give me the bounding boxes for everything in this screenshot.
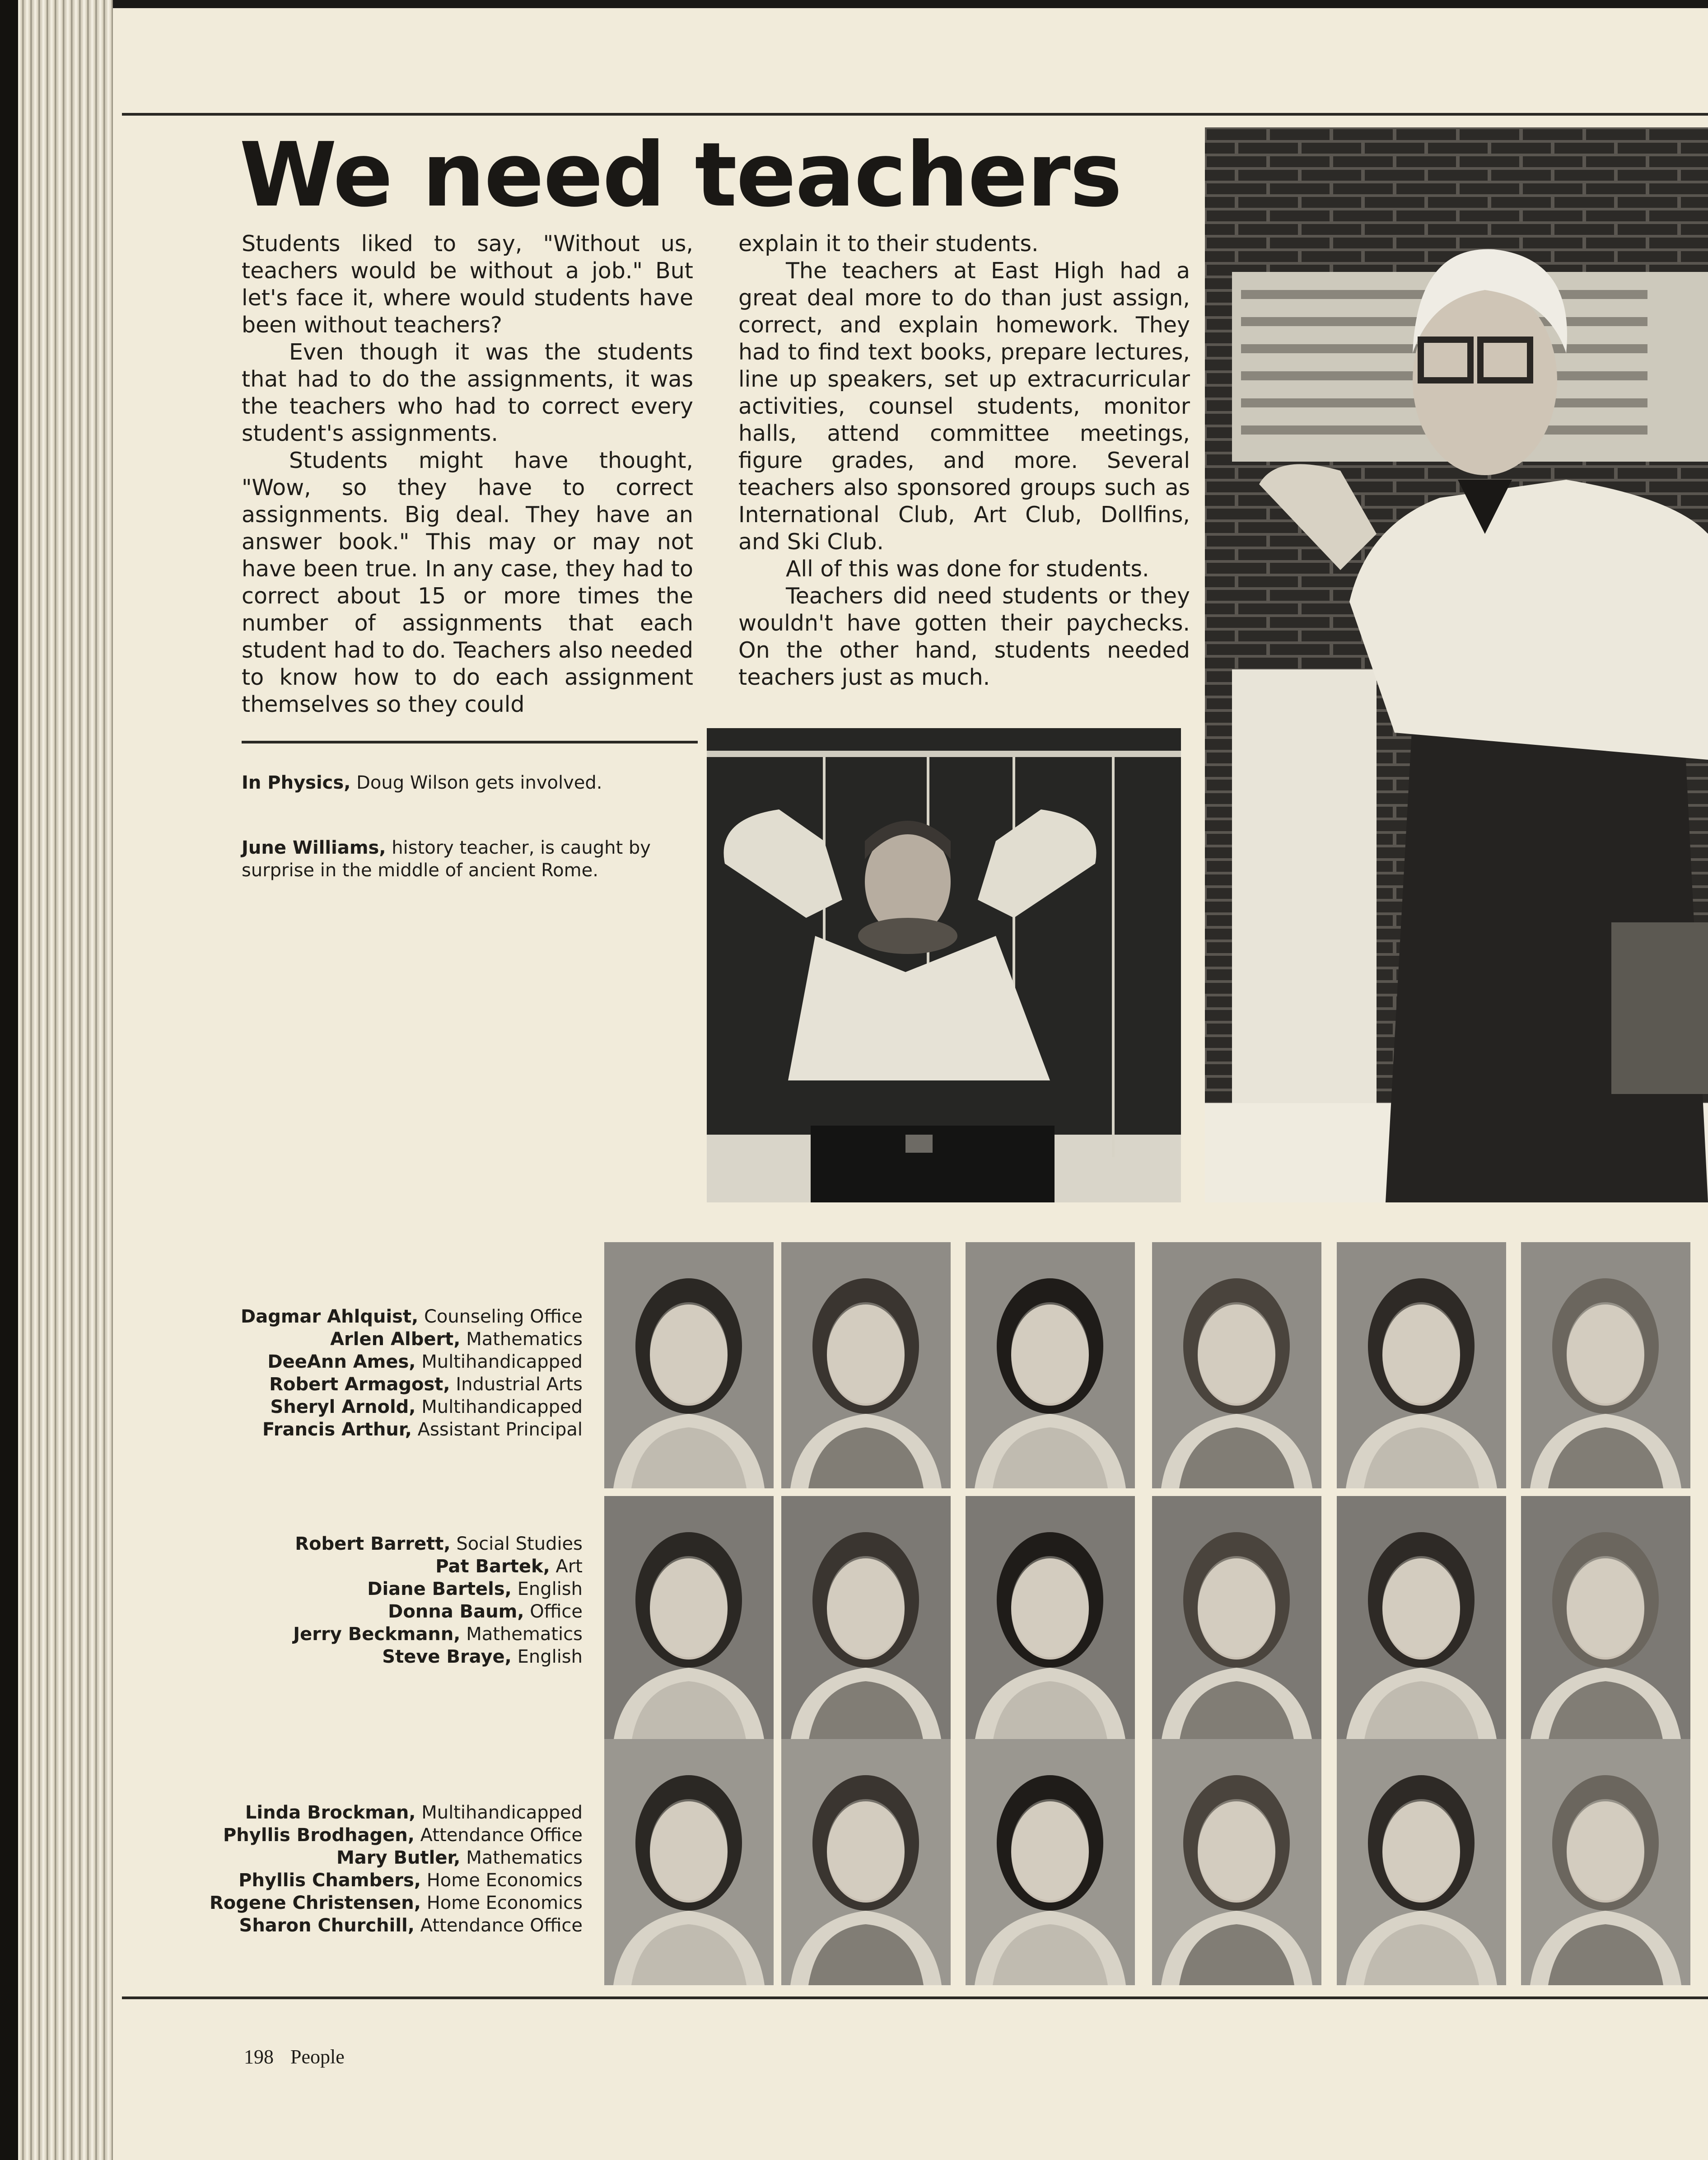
caption-history [242,837,698,882]
staff-entry [117,1869,583,1892]
paragraph: Even though it was the students that had to do the assignments, it was the teachers who had to correct every student's assignments. [242,339,693,446]
staff-role: Attendance Office [420,1915,583,1936]
staff-name: Diane Bartels, [367,1579,512,1599]
headline: We need teachers [239,124,1122,227]
staff-portrait [1152,1242,1321,1488]
staff-entry [117,1373,583,1396]
staff-role: Industrial Arts [456,1374,583,1395]
staff-role: Office [530,1601,583,1622]
staff-name: Rogene Christensen, [209,1893,421,1913]
staff-entry [117,1914,583,1937]
staff-entry [117,1847,583,1869]
staff-name: Robert Barrett, [295,1534,451,1554]
history-teacher-photo [1205,127,1708,1202]
physics-teacher-photo [707,728,1181,1202]
staff-portrait [781,1496,951,1742]
page-footer [244,2045,356,2068]
staff-role: English [517,1646,583,1667]
staff-portrait [1521,1242,1690,1488]
staff-portrait [1521,1496,1690,1742]
staff-portrait [604,1739,774,1985]
staff-entry [117,1801,583,1824]
staff-entry [117,1600,583,1623]
staff-entry [117,1824,583,1847]
staff-portrait [966,1242,1135,1488]
staff-role: Mathematics [466,1624,583,1645]
article-column-2 [738,230,1190,691]
staff-entry [117,1646,583,1668]
staff-list-row-1 [117,1305,583,1441]
staff-name: Linda Brockman, [245,1802,416,1823]
staff-name: Mary Butler, [336,1847,461,1868]
staff-entry [117,1396,583,1418]
staff-name: Phyllis Chambers, [238,1870,421,1891]
staff-name: Arlen Albert, [330,1329,461,1350]
caption-text: Doug Wilson gets involved. [356,772,602,793]
staff-entry [117,1351,583,1373]
staff-portrait [1337,1739,1506,1985]
page-number: 198 [244,2046,274,2068]
staff-portrait [604,1496,774,1742]
staff-role: Home Economics [426,1870,583,1891]
caption-name: In Physics, [242,772,351,793]
staff-name: Sharon Churchill, [239,1915,415,1936]
staff-portrait [1337,1496,1506,1742]
caption-text: history teacher, is caught by surprise in the middle of ancient Rome. [242,837,651,881]
staff-role: Multihandicapped [421,1351,583,1372]
top-rule [122,113,1708,116]
paragraph: All of this was done for students. [786,556,1149,582]
paragraph: Students might have thought, "Wow, so they have to correct assignments. Big deal. They have an answer book." This may or may not have been true. In any case, they had to correct about 15 or more times the number of assignments that each student had to do. Teachers also needed to know how to do each assignment themselves so they could [242,448,693,717]
staff-role: Mathematics [466,1329,583,1350]
binding-edge [0,0,18,2160]
paragraph: The teachers at East High had a great deal more to do than just assign, correct, and explain homework. They had to find text books, prepare lectures, line up speakers, set up extracurricular activities, counsel students, monitor halls, attend committee meetings, figure grades, and more. Several teachers also sponsored groups such as International Club, Art Club, Dollfins, and Ski Club. [738,258,1190,555]
staff-name: DeeAnn Ames, [267,1351,416,1372]
staff-portrait [1337,1242,1506,1488]
staff-entry [117,1328,583,1351]
paragraph: Teachers did need students or they wouldn't have gotten their paychecks. On the other hand, students needed teachers just as much. [738,583,1190,690]
staff-portrait [966,1739,1135,1985]
staff-role: Home Economics [426,1893,583,1913]
staff-name: Robert Armagost, [269,1374,450,1395]
staff-name: Phyllis Brodhagen, [223,1825,415,1846]
staff-role: Counseling Office [424,1306,583,1327]
staff-name: Francis Arthur, [262,1419,412,1440]
staff-entry [117,1418,583,1441]
staff-role: Assistant Principal [417,1419,583,1440]
staff-entry [117,1623,583,1646]
staff-entry [117,1305,583,1328]
staff-name: Dagmar Ahlquist, [241,1306,419,1327]
paragraph: Students liked to say, "Without us, teachers would be without a job." But let's face it, where would students have been without teachers? [242,231,693,338]
bottom-rule [122,1996,1708,1999]
paragraph: explain it to their students. [738,231,1039,257]
page-top-edge [0,0,1708,8]
staff-list-row-3 [117,1801,583,1937]
staff-portrait [1152,1739,1321,1985]
staff-portrait [1521,1739,1690,1985]
caption-name: June Williams, [242,837,386,858]
staff-role: English [517,1579,583,1599]
staff-name: Jerry Beckmann, [293,1624,461,1645]
staff-entry [117,1578,583,1600]
staff-role: Multihandicapped [421,1802,583,1823]
staff-name: Donna Baum, [388,1601,524,1622]
staff-list-row-2 [117,1533,583,1668]
staff-portrait-grid [604,1242,1708,1985]
staff-portrait [1152,1496,1321,1742]
staff-entry [117,1892,583,1914]
staff-name: Steve Braye, [382,1646,512,1667]
staff-role: Art [555,1556,583,1577]
caption-physics [242,771,698,794]
staff-portrait [604,1242,774,1488]
staff-entry [117,1555,583,1578]
staff-name: Pat Bartek, [435,1556,550,1577]
staff-role: Social Studies [456,1534,583,1554]
staff-role: Multihandicapped [421,1397,583,1417]
staff-portrait [966,1496,1135,1742]
staff-role: Mathematics [466,1847,583,1868]
article-column-1 [242,230,693,718]
staff-entry [117,1533,583,1555]
section-name: People [290,2046,345,2068]
caption-rule [242,741,698,743]
staff-portrait [781,1242,951,1488]
staff-name: Sheryl Arnold, [270,1397,416,1417]
staff-role: Attendance Office [420,1825,583,1846]
staff-portrait [781,1739,951,1985]
